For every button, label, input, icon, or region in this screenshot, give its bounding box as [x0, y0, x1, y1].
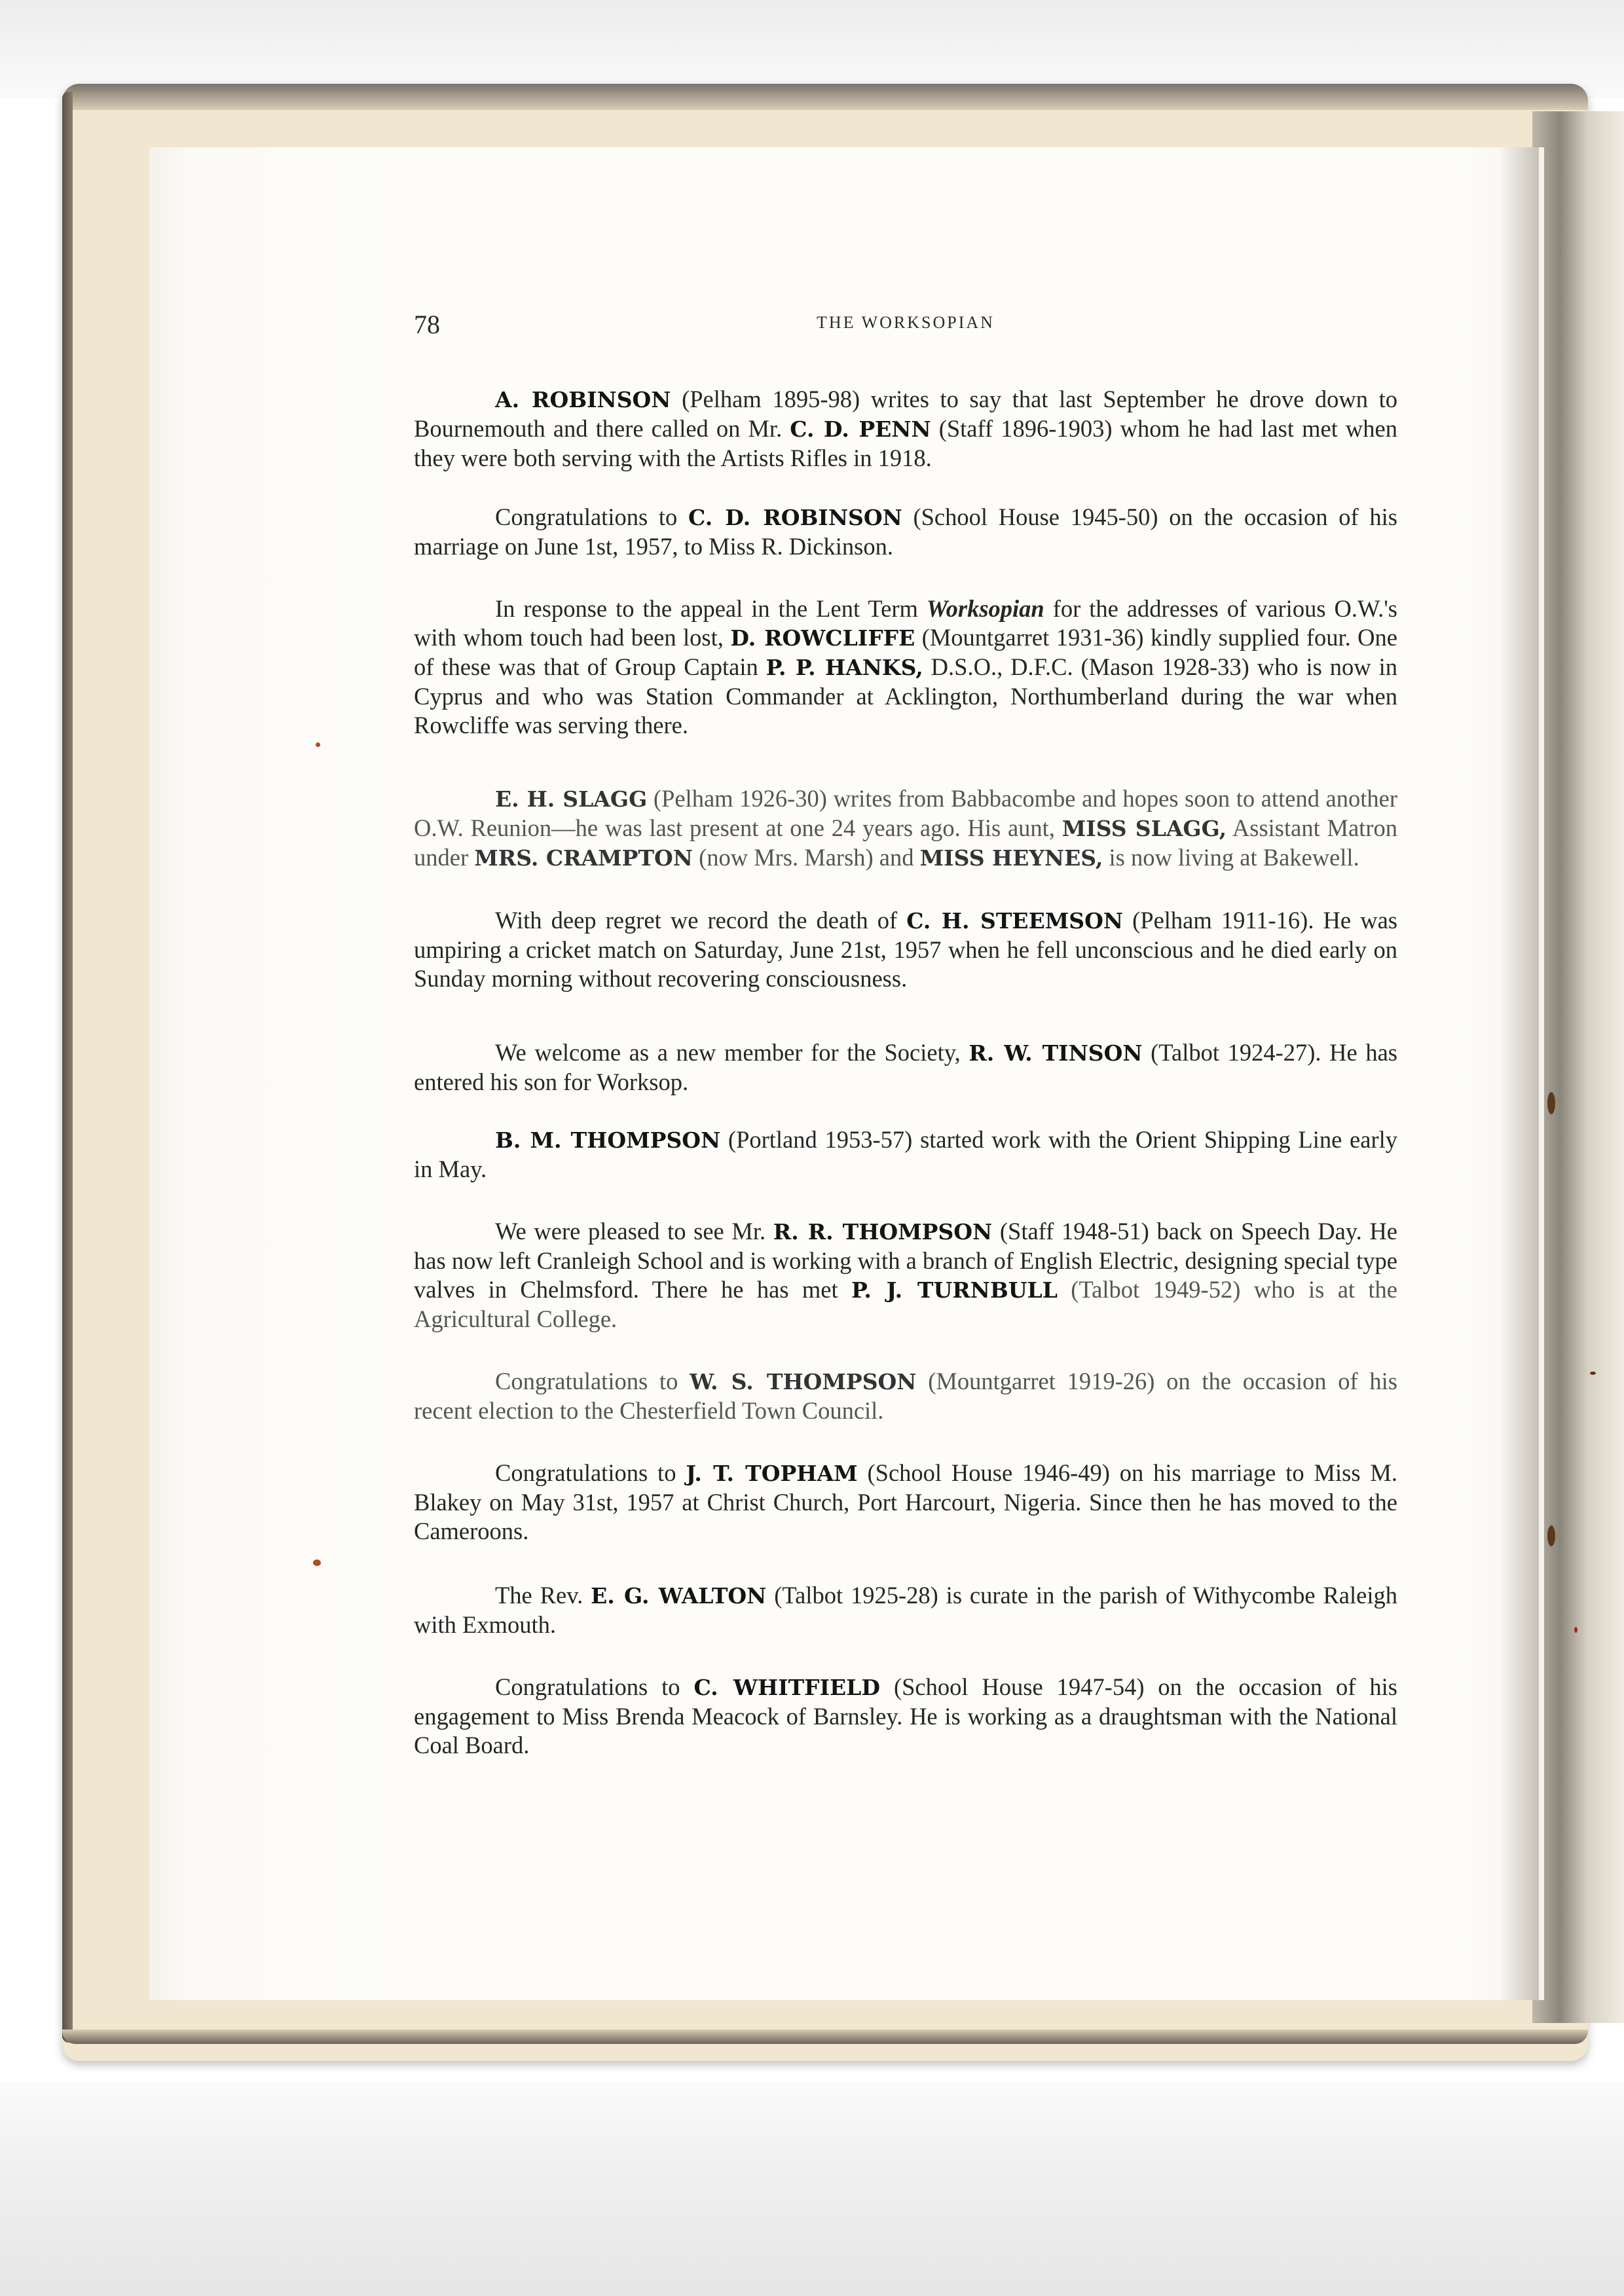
note-topham — [414, 1459, 1397, 1546]
note-text: (Staff 1896-1903) whom he had last met when they were both serving with the Artists Rifles in 1918. — [414, 415, 1397, 471]
note-text: Congratulations to — [495, 1459, 686, 1486]
stain-mark — [1590, 1372, 1596, 1375]
note-c-d-robinson — [414, 503, 1397, 561]
stain-mark — [1547, 1525, 1555, 1546]
page-header — [414, 309, 1397, 348]
scan-background-bottom — [0, 2082, 1624, 2296]
note-text: (Pelham 1911-16). He was umpiring a cricket match on Saturday, June 21st, 1957 when he fell unconscious and he died early on Sunday morning without recovering consciousness. — [414, 907, 1397, 992]
note-text: Assistant Matron under — [414, 814, 1397, 871]
person-name: P. P. HANKS, — [766, 655, 923, 680]
note-text: We welcome as a new member for the Society, — [495, 1039, 969, 1066]
note-text: (Pelham 1926-30) writes from Babbacombe and hopes soon to attend another O.W. Reunion—he was last present at one 24 years ago. His aunt, — [414, 785, 1398, 841]
note-text: (Mountgarret 1919-26) on the occasion of his recent election to the Chesterfield Town Council. — [414, 1368, 1397, 1424]
person-name: C. D. PENN — [790, 416, 931, 442]
note-text: is now living at Bakewell. — [1103, 844, 1359, 871]
note-steemson — [414, 906, 1397, 993]
note-text: We were pleased to see Mr. — [495, 1218, 773, 1245]
note-text: (Pelham 1895-98) writes to say that last September he drove down to Bournemouth and there called on Mr. — [414, 386, 1397, 442]
person-name: R. R. THOMPSON — [773, 1219, 993, 1245]
publication-title: Worksopian — [926, 595, 1044, 622]
person-name: D. ROWCLIFFE — [730, 625, 915, 651]
note-text: With deep regret we record the death of — [495, 907, 907, 934]
person-name: MISS SLAGG, — [1061, 816, 1227, 841]
person-name: A. ROBINSON — [495, 387, 671, 412]
note-text: The Rev. — [495, 1582, 591, 1609]
person-name: B. M. THOMPSON — [495, 1127, 721, 1153]
person-name: C. D. ROBINSON — [688, 505, 902, 530]
note-tinson — [414, 1038, 1397, 1097]
person-name: P. J. TURNBULL — [851, 1277, 1058, 1303]
book-cover-bottom-edge — [62, 2030, 1588, 2044]
running-title: THE WORKSOPIAN — [817, 313, 995, 332]
note-text: D.S.O., D.F.C. (Mason 1928-33) who is now in Cyprus and who was Station Commander at Acklington, Northumberland during the war when Rowcliffe was serving there. — [414, 653, 1397, 738]
note-whitfield — [414, 1673, 1397, 1760]
person-name: MISS HEYNES, — [919, 845, 1103, 871]
note-text: Congratulations to — [495, 1673, 694, 1700]
note-b-m-thompson — [414, 1125, 1397, 1184]
page-fold-shadow — [1500, 147, 1539, 2000]
person-name: E. H. SLAGG — [495, 786, 648, 812]
person-name: W. S. THOMPSON — [690, 1369, 917, 1394]
note-text: Congratulations to — [495, 503, 689, 530]
note-text: (now Mrs. Marsh) and — [692, 844, 920, 871]
note-text: (Talbot 1925-28) is curate in the parish of Withycombe Raleigh with Exmouth. — [414, 1582, 1397, 1638]
note-w-s-thompson — [414, 1367, 1397, 1425]
stain-mark — [1574, 1627, 1578, 1633]
notes-body — [414, 385, 1397, 1760]
note-text: for the addresses of various O.W.'s with whom touch had been lost, — [414, 595, 1398, 651]
next-page-gutter — [1532, 111, 1624, 2023]
person-name: E. G. WALTON — [591, 1583, 767, 1609]
person-name: R. W. TINSON — [969, 1040, 1143, 1066]
book-cover-left-edge — [62, 92, 73, 2043]
note-text: (Talbot 1949-52) who is at the Agricultural College. — [414, 1276, 1397, 1332]
note-text: Congratulations to — [495, 1368, 690, 1394]
stain-mark — [313, 1559, 321, 1566]
note-text: (Mountgarret 1931-36) kindly supplied four. One of these was that of Group Captain — [414, 624, 1397, 680]
note-r-r-thompson — [414, 1217, 1397, 1334]
note-text: (Talbot 1924-27). He has entered his son for Worksop. — [414, 1039, 1397, 1095]
note-walton — [414, 1581, 1397, 1639]
person-name: C. H. STEEMSON — [906, 908, 1123, 934]
book-cover-top-shadow — [62, 84, 1588, 110]
note-text: (School House 1945-50) on the occasion of his marriage on June 1st, 1957, to Miss R. Dickinson. — [414, 503, 1397, 560]
note-rowcliffe — [414, 594, 1397, 740]
person-name: MRS. CRAMPTON — [474, 845, 693, 871]
person-name: J. T. TOPHAM — [686, 1461, 858, 1486]
note-text: (Staff 1948-51) back on Speech Day. He has now left Cranleigh School and is working with a branch of English Electric, designing special type valves in Chelmsford. There he has met — [414, 1218, 1398, 1303]
note-text: In response to the appeal in the Lent Term — [495, 595, 927, 622]
note-a-robinson — [414, 385, 1397, 473]
stain-mark — [316, 742, 320, 747]
person-name: C. WHITFIELD — [693, 1675, 881, 1700]
stain-mark — [1547, 1092, 1555, 1114]
note-text: (Portland 1953-57) started work with the Orient Shipping Line early in May. — [414, 1126, 1397, 1182]
note-text: (School House 1947-54) on the occasion of his engagement to Miss Brenda Meacock of Barnsley. He is working as a draughtsman with the National Coal Board. — [414, 1673, 1397, 1758]
note-slagg — [414, 784, 1397, 873]
note-text: (School House 1946-49) on his marriage to Miss M. Blakey on May 31st, 1957 at Christ Church, Port Harcourt, Nigeria. Since then he has moved to the Cameroons. — [414, 1459, 1397, 1544]
page-number: 78 — [414, 310, 440, 339]
